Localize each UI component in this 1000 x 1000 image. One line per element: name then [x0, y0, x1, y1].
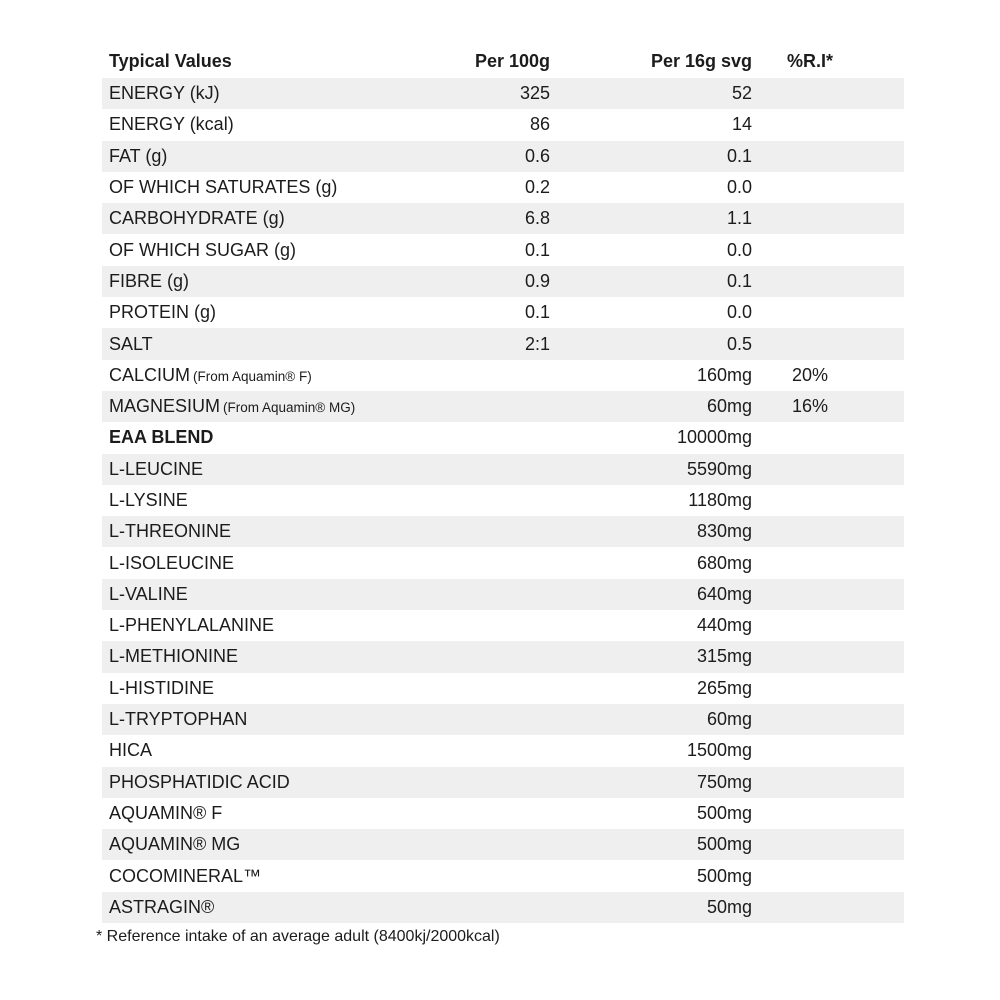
nutrient-name: SALT [109, 333, 153, 354]
per-100g-value: 2:1 [524, 333, 550, 354]
per-100g-value: 0.2 [524, 177, 550, 198]
nutrient-name: PHOSPHATIDIC ACID [109, 771, 290, 792]
per-serving-value: 52 [731, 83, 752, 104]
table-row [102, 297, 904, 328]
nutrient-name-cell [102, 772, 432, 793]
table-row [102, 673, 904, 704]
per-serving-value: 500mg [696, 834, 752, 855]
per-serving-value: 0.1 [726, 270, 752, 291]
nutrient-name: ASTRAGIN® [109, 896, 215, 917]
nutrient-name: L-LEUCINE [109, 458, 204, 479]
nutrient-name-cell [102, 396, 432, 417]
table-row [102, 266, 904, 297]
nutrient-name: AQUAMIN® MG [109, 834, 241, 855]
per-serving-value: 750mg [696, 771, 752, 792]
per-100g-value: 325 [519, 83, 550, 104]
ri-value: 16% [792, 396, 829, 417]
nutrient-name: FIBRE (g) [109, 270, 190, 291]
table-row [102, 328, 904, 359]
table-row [102, 610, 904, 641]
nutrient-name-cell [102, 866, 432, 887]
per-serving-value: 0.0 [726, 302, 752, 323]
nutrition-table [102, 45, 904, 923]
nutrient-name-cell [102, 240, 432, 261]
table-row [102, 860, 904, 891]
nutrient-name-cell [102, 834, 432, 855]
nutrient-name: AQUAMIN® F [109, 802, 223, 823]
nutrient-name-cell [102, 615, 432, 636]
table-header [102, 45, 904, 78]
nutrient-name-cell [102, 521, 432, 542]
table-row [102, 579, 904, 610]
nutrient-name: L-TRYPTOPHAN [109, 709, 248, 730]
nutrient-name: L-PHENYLALANINE [109, 615, 275, 636]
per-serving-value: 0.5 [726, 333, 752, 354]
per-serving-value: 10000mg [676, 427, 752, 448]
table-row [102, 735, 904, 766]
nutrient-name: HICA [109, 740, 153, 761]
table-row [102, 547, 904, 578]
table-row [102, 892, 904, 923]
per-100g-value: 86 [529, 114, 550, 135]
nutrient-name-cell [102, 709, 432, 730]
per-serving-value: 160mg [696, 364, 752, 385]
ri-value: 20% [792, 364, 829, 385]
nutrient-name-cell [102, 427, 432, 448]
per-serving-value: 830mg [696, 521, 752, 542]
nutrient-name: L-HISTIDINE [109, 677, 215, 698]
nutrient-name-cell [102, 83, 432, 104]
per-serving-value: 14 [731, 114, 752, 135]
per-serving-value: 265mg [696, 677, 752, 698]
nutrient-name: CARBOHYDRATE (g) [109, 208, 285, 229]
nutrient-name: PROTEIN (g) [109, 302, 217, 323]
table-row [102, 109, 904, 140]
per-serving-value: 315mg [696, 646, 752, 667]
per-100g-value: 0.1 [524, 302, 550, 323]
table-row [102, 798, 904, 829]
per-serving-value: 680mg [696, 552, 752, 573]
header-ri: %R.I* [787, 51, 834, 71]
nutrient-name-cell [102, 678, 432, 699]
nutrient-name: L-VALINE [109, 583, 188, 604]
per-serving-value: 0.0 [726, 177, 752, 198]
table-row [102, 172, 904, 203]
per-serving-value: 1500mg [686, 740, 752, 761]
nutrient-name: OF WHICH SUGAR (g) [109, 239, 296, 260]
nutrient-name-cell [102, 553, 432, 574]
per-serving-value: 440mg [696, 615, 752, 636]
nutrient-name: FAT (g) [109, 145, 168, 166]
nutrient-name: L-METHIONINE [109, 646, 239, 667]
per-serving-value: 5590mg [686, 458, 752, 479]
per-serving-value: 50mg [706, 896, 752, 917]
nutrient-name: L-LYSINE [109, 490, 188, 510]
nutrient-name-cell [102, 302, 432, 323]
nutrient-name: OF WHICH SATURATES (g) [109, 177, 338, 198]
table-row [102, 141, 904, 172]
nutrient-name-cell [102, 584, 432, 605]
nutrient-name: L-ISOLEUCINE [109, 552, 235, 573]
per-serving-value: 0.1 [726, 145, 752, 166]
table-row [102, 234, 904, 265]
per-100g-value: 0.6 [524, 145, 550, 166]
table-row [102, 203, 904, 234]
nutrient-name-cell [102, 490, 432, 511]
nutrient-name: L-THREONINE [109, 521, 232, 542]
nutrient-source-note: (From Aquamin® F) [193, 368, 312, 384]
per-serving-value: 60mg [706, 709, 752, 730]
table-row [102, 516, 904, 547]
nutrient-name: MAGNESIUM [109, 396, 221, 417]
nutrient-name-cell [102, 365, 432, 386]
per-serving-value: 1180mg [688, 490, 752, 510]
nutrient-name: CALCIUM [109, 364, 191, 385]
table-row [102, 391, 904, 422]
table-row [102, 485, 904, 516]
per-serving-value: 0.0 [726, 239, 752, 260]
nutrient-name: ENERGY (kJ) [109, 83, 220, 104]
table-row [102, 360, 904, 391]
header-per-serving: Per 16g svg [650, 51, 752, 71]
nutrient-name-cell [102, 897, 432, 918]
reference-footnote: * Reference intake of an average adult (8400kj/2000kcal) [96, 928, 500, 945]
per-serving-value: 640mg [696, 583, 752, 604]
table-row [102, 704, 904, 735]
nutrient-name-cell [102, 114, 432, 135]
table-body [102, 78, 904, 923]
per-100g-value: 0.9 [524, 270, 550, 291]
nutrient-source-note: (From Aquamin® MG) [223, 400, 356, 416]
table-row [102, 641, 904, 672]
header-typical-values: Typical Values [109, 51, 232, 71]
nutrient-name: COCOMINERAL™ [109, 865, 262, 886]
nutrient-name-cell [102, 803, 432, 824]
per-serving-value: 500mg [696, 802, 752, 823]
nutrient-name-cell [102, 271, 432, 292]
header-per-100g: Per 100g [474, 51, 550, 71]
table-row [102, 422, 904, 453]
per-serving-value: 500mg [696, 865, 752, 886]
nutrient-name-cell [102, 740, 432, 761]
table-row [102, 454, 904, 485]
nutrient-name-cell [102, 646, 432, 667]
table-row [102, 767, 904, 798]
nutrient-name-cell [102, 459, 432, 480]
per-100g-value: 0.1 [524, 239, 550, 260]
nutrient-name-cell [102, 177, 432, 198]
nutrient-name-cell [102, 208, 432, 229]
per-serving-value: 60mg [706, 396, 752, 417]
nutrient-name-cell [102, 334, 432, 355]
nutrient-name: ENERGY (kcal) [109, 114, 234, 135]
per-100g-value: 6.8 [524, 208, 550, 229]
per-serving-value: 1.1 [726, 208, 752, 229]
table-row [102, 78, 904, 109]
table-row [102, 829, 904, 860]
nutrient-name-cell [102, 146, 432, 167]
nutrient-name: EAA BLEND [109, 427, 214, 448]
